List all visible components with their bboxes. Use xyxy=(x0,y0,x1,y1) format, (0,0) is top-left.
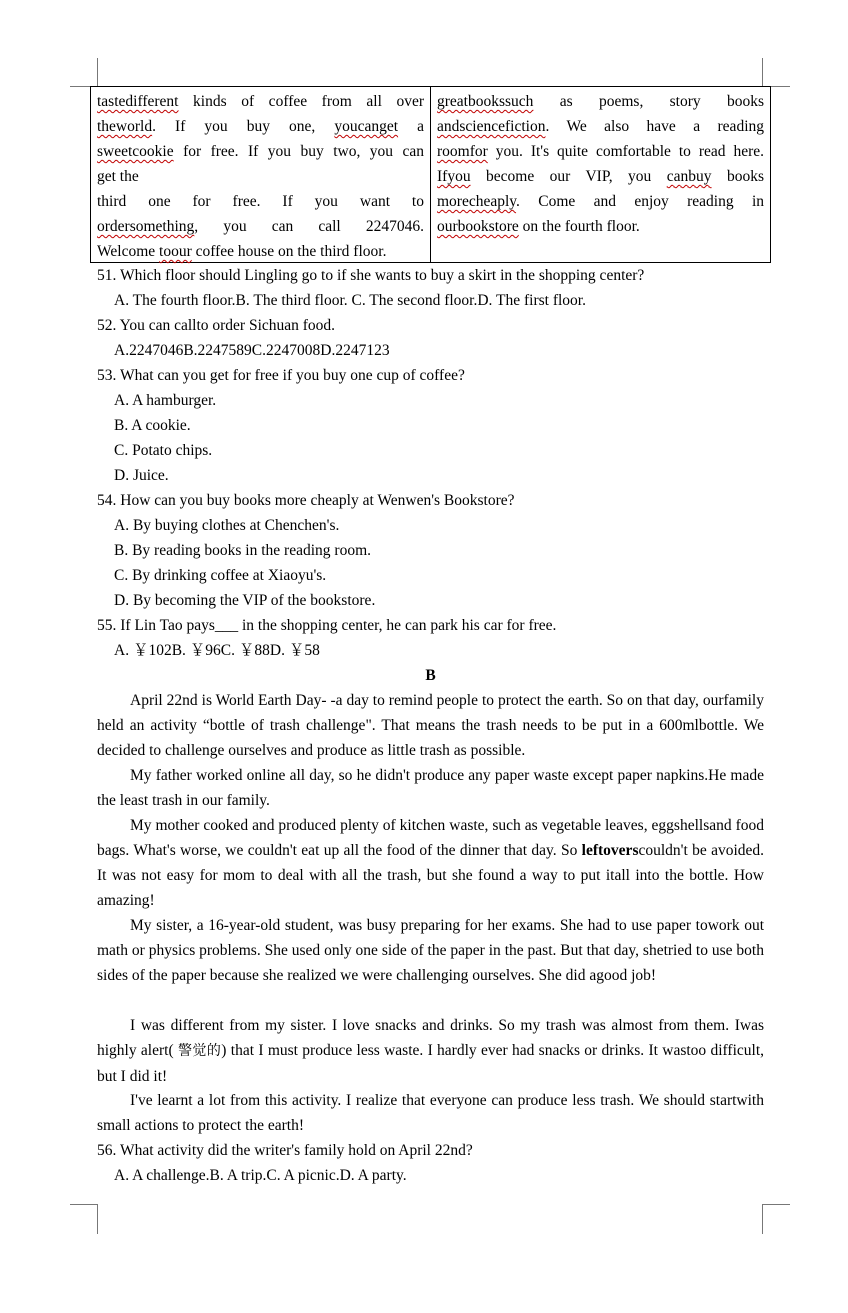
crop-mark-bottom-left xyxy=(70,1204,97,1205)
ad-line: sweetcookie for free. If you buy two, you can xyxy=(97,143,424,160)
question-54-option-b: B. By reading books in the reading room. xyxy=(114,542,371,559)
question-55-options: A. ￥102B. ￥96C. ￥88D. ￥58 xyxy=(114,642,320,659)
passage-paragraph-4: My sister, a 16-year-old student, was busy preparing for her exams. She had to use paper towork out math or physics problems. She used only one side of the paper in the past. But that day, shetried to use both sides of the paper because she realized we were challenging ourselves. She did agood job! xyxy=(97,917,764,984)
crop-mark-bottom-right-v xyxy=(762,1204,763,1234)
question-53-option-c: C. Potato chips. xyxy=(114,442,213,459)
question-52-options: A.2247046B.2247589C.2247008D.2247123 xyxy=(114,342,390,359)
ad-line: tastedifferent kinds of coffee from all over xyxy=(97,93,424,110)
question-54-option-d: D. By becoming the VIP of the bookstore. xyxy=(114,592,376,609)
advertisement-table xyxy=(90,86,771,263)
crop-mark-top-right xyxy=(762,58,763,86)
question-53: 53. What can you get for free if you buy one cup of coffee? xyxy=(97,367,465,384)
coffee-house-ad xyxy=(91,87,431,262)
ad-line: morecheaply. Come and enjoy reading in xyxy=(437,193,764,210)
ad-line: Welcome toour coffee house on the third floor. xyxy=(97,243,387,260)
section-b-title: B xyxy=(425,667,436,684)
ad-line: roomfor you. It's quite comfortable to read here. xyxy=(437,143,764,160)
crop-mark-bottom-right xyxy=(762,1204,790,1205)
ad-line: theworld. If you buy one, youcanget a xyxy=(97,118,424,135)
ad-line: andsciencefiction. We also have a reading xyxy=(437,118,764,135)
question-51: 51. Which floor should Lingling go to if she wants to buy a skirt in the shopping center? xyxy=(97,267,645,284)
question-56: 56. What activity did the writer's family hold on April 22nd? xyxy=(97,1142,473,1159)
bold-word: leftovers xyxy=(581,842,639,859)
question-54-option-c: C. By drinking coffee at Xiaoyu's. xyxy=(114,567,327,584)
question-54-option-a: A. By buying clothes at Chenchen's. xyxy=(114,517,340,534)
ad-line: ordersomething, you can call 2247046. xyxy=(97,218,424,235)
question-54: 54. How can you buy books more cheaply at Wenwen's Bookstore? xyxy=(97,492,515,509)
question-56-options: A. A challenge.B. A trip.C. A picnic.D. A party. xyxy=(114,1167,407,1184)
question-53-option-a: A. A hamburger. xyxy=(114,392,217,409)
ad-line: get the xyxy=(97,168,139,185)
passage-paragraph-5: I was different from my sister. I love snacks and drinks. So my trash was almost from them. Iwas highly alert( 警觉的) that I must produce less waste. I hardly ever had snacks or drinks. It wastoo difficult, but I did it! xyxy=(97,1017,765,1085)
crop-mark-top-left xyxy=(97,58,98,86)
bookstore-ad xyxy=(431,87,770,262)
passage-paragraph-3: My mother cooked and produced plenty of kitchen waste, such as vegetable leaves, eggshellsand food bags. What's worse, we couldn't eat up all the food of the dinner that day. So leftoverscouldn't be avoided. It was not easy for mom to deal with all the trash, but she found a way to put itall into the bottle. How amazing! xyxy=(97,817,765,909)
ad-line: Ifyou become our VIP, you canbuy books xyxy=(437,168,764,185)
question-55: 55. If Lin Tao pays___ in the shopping center, he can park his car for free. xyxy=(97,617,557,634)
question-51-options: A. The fourth floor.B. The third floor. C. The second floor.D. The first floor. xyxy=(114,292,586,309)
passage-paragraph-6: I've learnt a lot from this activity. I realize that everyone can produce less trash. We should startwith small actions to protect the earth! xyxy=(97,1092,764,1134)
passage-paragraph-2: My father worked online all day, so he didn't produce any paper waste except paper napkins.He made the least trash in our family. xyxy=(97,767,764,809)
question-52: 52. You can callto order Sichuan food. xyxy=(97,317,336,334)
crop-mark-bottom-left-v xyxy=(97,1204,98,1234)
ad-line: third one for free. If you want to xyxy=(97,193,424,210)
ad-line: ourbookstore on the fourth floor. xyxy=(437,218,640,235)
passage-paragraph-1: April 22nd is World Earth Day- -a day to remind people to protect the earth. So on that day, ourfamily held an activity “bottle of trash challenge". That means the trash needs to be put in a 600mlbottle. We decided to challenge ourselves and produce as little trash as possible. xyxy=(97,692,764,759)
ad-line: greatbookssuch as poems, story books xyxy=(437,93,764,110)
question-53-option-b: B. A cookie. xyxy=(114,417,191,434)
question-53-option-d: D. Juice. xyxy=(114,467,169,484)
